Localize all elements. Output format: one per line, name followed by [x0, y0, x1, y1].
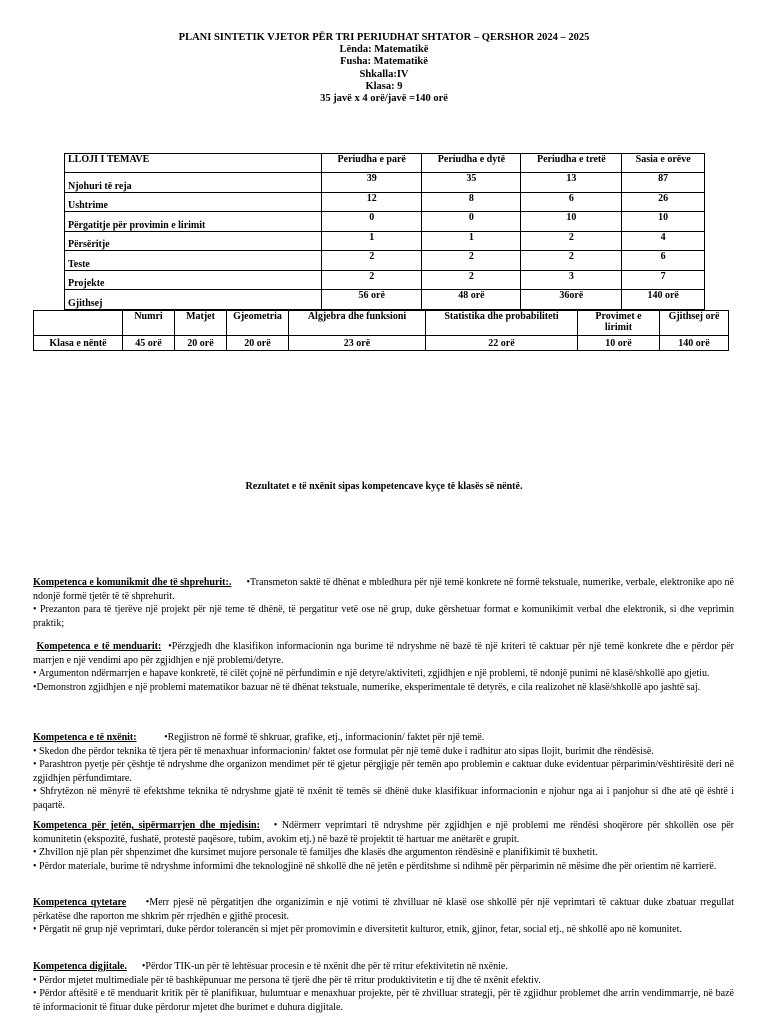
field-line: Fusha: Matematikë [340, 56, 428, 68]
competence-title: Kompetenca e të nxënit: [33, 732, 137, 743]
cell-value: 35 [422, 173, 521, 193]
header-topic-type: LLOJI I TEMAVE [65, 154, 322, 173]
cell-value: 6 [622, 251, 705, 271]
header-period-3: Periudha e tretë [521, 154, 622, 173]
table-row [65, 290, 705, 310]
table-row [65, 173, 705, 193]
cell-value: 2 [322, 270, 422, 290]
cell-value: 20 orë [175, 336, 227, 351]
competence-digital [33, 960, 734, 1014]
competence-civic [33, 896, 734, 937]
header-provimet: Provimet e lirimit [578, 311, 660, 336]
cell-value: 23 orë [289, 336, 426, 351]
row-label: Përsëritje [65, 231, 322, 251]
competence-title: Kompetenca e të menduarit: [36, 641, 162, 652]
header-numri: Numri [123, 311, 175, 336]
competence-line: •Transmeton saktë të dhënat e mbledhura për një temë konkrete në formë tekstuale, numerike, verbale, elektronike apo në ndonjë formë tjetër të të shprehurit. [33, 577, 734, 602]
row-label: Klasa e nëntë [34, 336, 123, 351]
competence-line: • Përdor materiale, burime të ndryshme informimi dhe teknologjinë në shkollë dhe në jetën e përditshme si ndihmë për përparimin në mësime dhe për orientim në karrierë. [33, 860, 717, 872]
cell-value: 140 orë [660, 336, 729, 351]
competence-title: Kompetenca digjitale. [33, 961, 127, 972]
row-label: Përgatitje për provimin e lirimit [65, 212, 322, 232]
cell-value: 22 orë [426, 336, 578, 351]
cell-value: 0 [422, 212, 521, 232]
row-label: Njohuri të reja [65, 173, 322, 193]
competence-line: •Përdor TIK-un për të lehtësuar procesin e të nxënit dhe për të rritur efektivitetin në nxënie. [141, 961, 508, 972]
cell-value: 45 orë [123, 336, 175, 351]
competence-line: • Argumenton ndërmarrjen e hapave konkretë, të cilët çojnë në përfundimin e një detyre/aktiviteti, zgjidhjen e një problemi, të ndonjë punimi në klasë/shkollë apo gjetiu. [33, 668, 710, 680]
row-label: Projekte [65, 270, 322, 290]
competence-learning [33, 731, 734, 813]
table-row [65, 251, 705, 271]
table-row [65, 212, 705, 232]
document-header [0, 32, 768, 105]
table-header-row [65, 154, 705, 173]
competence-title: Kompetenca e komunikmit dhe të shprehurit:. [33, 577, 232, 588]
cell-value: 10 [622, 212, 705, 232]
competence-communication [33, 576, 734, 630]
competence-line: •Regjistron në formë të shkruar, grafike, etj., informacionin/ faktet për një temë. [164, 732, 485, 743]
cell-value: 140 orë [622, 290, 705, 310]
competence-life-entrepreneurship [33, 819, 734, 873]
hours-distribution-table [33, 310, 729, 351]
table-row [34, 336, 729, 351]
header-gjithsej: Gjithsej orë [660, 311, 729, 336]
cell-value: 10 [521, 212, 622, 232]
cell-value: 2 [422, 251, 521, 271]
header-period-2: Periudha e dytë [422, 154, 521, 173]
cell-value: 20 orë [227, 336, 289, 351]
plan-title: PLANI SINTETIK VJETOR PËR TRI PERIUDHAT SHTATOR – QERSHOR 2024 – 2025 [178, 32, 590, 43]
cell-value: 4 [622, 231, 705, 251]
table-header-row [34, 311, 729, 336]
table-row [65, 192, 705, 212]
hours-line: 35 javë x 4 orë/javë =140 orë [320, 93, 448, 105]
row-label: Teste [65, 251, 322, 271]
cell-value: 13 [521, 173, 622, 193]
competence-line: • Skedon dhe përdor teknika të tjera për të menaxhuar informacionin/ faktet ose formulat për një temë duke i radhitur ato sipas llojit, burimit dhe rëndësisë. [33, 745, 654, 757]
competence-title: Kompetenca qytetare [33, 897, 127, 908]
competence-line: • Zhvillon një plan për shpenzimet dhe kursimet mujore personale të familjes dhe klasës dhe argumenton rëndësinë e planifikimit të buxhetit. [33, 847, 598, 859]
competence-line: • Prezanton para të tjerëve një projekt për një teme të dhënë, të pergatitur vetë ose në grup, duke gërshetuar format e komunikimit verbal dhe elektronik, si dhe veprimin praktik; [33, 604, 734, 629]
table-row [65, 231, 705, 251]
competence-line: •Demonstron zgjidhjen e një problemi matematikor bazuar në të dhënat tekstuale, numerike, eksperimentale të detyrës, e cila realizohet në klasë/shkollë apo jashtë saj. [33, 681, 701, 693]
cell-value: 7 [622, 270, 705, 290]
cell-value: 2 [322, 251, 422, 271]
level-line: Shkalla:IV [359, 68, 409, 80]
competence-line: •Përzgjedh dhe klasifikon informacionin nga burime të ndryshme në bazë të një kriteri të caktuar për një temë konkrete dhe e përdor për marrjen e një vendimi apo për zgjidhjen e një problemi/detyre. [33, 641, 735, 666]
cell-value: 2 [422, 270, 521, 290]
cell-value: 87 [622, 173, 705, 193]
cell-value: 1 [422, 231, 521, 251]
row-label: Gjithsej [65, 290, 322, 310]
cell-value: 48 orë [422, 290, 521, 310]
competence-line: • Parashtron pyetje për çështje të ndryshme dhe organizon mendimet për të gjetur përgjigje për temën apo problemin e caktuar duke evidentuar përparimin/vështirësitë deri në zgjidhjen përfundimtare. [33, 759, 734, 784]
subject-line: Lënda: Matematikë [339, 44, 429, 56]
table-row [65, 270, 705, 290]
competence-line: • Përgatit në grup një veprimtari, duke përdor tolerancën si mjet për promovimin e diversitetit kulturor, etnik, gjinor, fetar, social etj., në shkollë apo në komunitet. [33, 924, 682, 936]
header-period-1: Periudha e parë [322, 154, 422, 173]
header-statistika: Statistika dhe probabiliteti [426, 311, 578, 336]
cell-value: 2 [521, 231, 622, 251]
cell-value: 10 orë [578, 336, 660, 351]
header-gjeometria: Gjeometria [227, 311, 289, 336]
cell-value: 1 [322, 231, 422, 251]
cell-value: 56 orë [322, 290, 422, 310]
cell-value: 2 [521, 251, 622, 271]
topic-types-table [64, 153, 705, 310]
competence-line: •Merr pjesë në përgatitjen dhe organizimin e një votimi të zhvilluar në klasë ose shkollë për një veprimtari të caktuar duke zbatuar rregullat përkatëse dhe raporton me shkrim për rrjedhën e gjithë procesit. [33, 897, 735, 922]
cell-value: 6 [521, 192, 622, 212]
cell-value: 3 [521, 270, 622, 290]
competence-line: • Përdor aftësitë e të menduarit kritik për të planifikuar, hulumtuar e menaxhuar projekte, për të zhvilluar strategji, për të zgjidhur problemet dhe arrin vendimmarrje, në bazë të informacionit të fituar duke përdorur mjetet dhe burimet e duhura digjitale. [33, 988, 734, 1013]
competence-line: • Shfrytëzon në mënyrë të efektshme teknika të ndryshme gjatë të nxënit të temës së dhënë duke klasifikuar informacionin e njohur nga ai i panjohur si dhe atë që është i paqartë. [33, 786, 734, 811]
row-label: Ushtrime [65, 192, 322, 212]
cell-value: 8 [422, 192, 521, 212]
cell-value: 36orë [521, 290, 622, 310]
competence-line: • Ndërmerr veprimtari të ndryshme për zgjidhjen e një problemi me rëndësi shoqërore për shkollën ose për komunitetin (ekspozitë, fushatë, protestë paqësore, tubim, avokim etj.) në bazë të projektit të hartuar me anëtarët e grupit. [33, 820, 734, 845]
cell-value: 39 [322, 173, 422, 193]
results-heading: Rezultatet e të nxënit sipas kompetencave kyçe të klasës së nëntë. [245, 481, 523, 492]
header-algjebra: Algjebra dhe funksioni [289, 311, 426, 336]
header-empty [34, 311, 123, 336]
cell-value: 26 [622, 192, 705, 212]
cell-value: 12 [322, 192, 422, 212]
competence-line: • Përdor mjetet multimediale për të bashkëpunuar me persona të tjerë dhe për të rritur produktivitetin e tij dhe të nxënit efektiv. [33, 974, 541, 986]
header-total-hours: Sasia e orëve [622, 154, 705, 173]
header-matjet: Matjet [175, 311, 227, 336]
grade-line: Klasa: 9 [365, 80, 403, 92]
competence-title: Kompetenca për jetën, sipërmarrjen dhe mjedisin: [33, 820, 260, 831]
cell-value: 0 [322, 212, 422, 232]
competence-thinking [33, 640, 734, 694]
